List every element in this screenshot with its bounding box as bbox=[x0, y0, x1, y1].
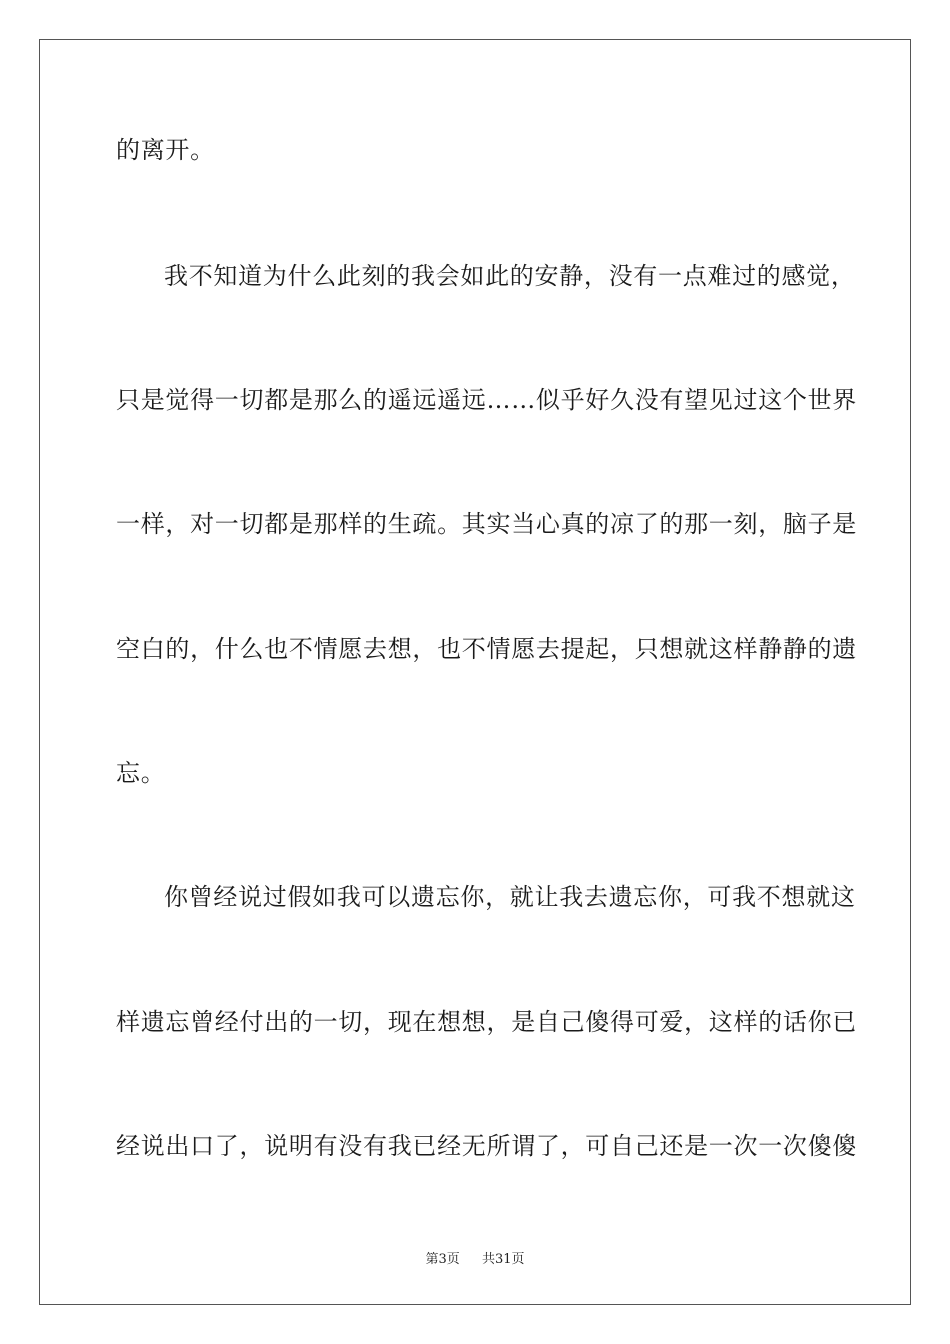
text-line: 忘。 bbox=[116, 759, 166, 787]
page-border bbox=[39, 39, 911, 1305]
page-footer bbox=[0, 1248, 950, 1267]
text-line: 的离开。 bbox=[116, 136, 215, 164]
text-line: 一样，对一切都是那样的生疏。其实当心真的凉了的那一刻，脑子是 bbox=[116, 510, 857, 538]
paragraph-first-line: 我不知道为什么此刻的我会如此的安静，没有一点难过的感觉， bbox=[164, 262, 856, 290]
text-line: 空白的，什么也不情愿去想，也不情愿去提起，只想就这样静静的遗 bbox=[116, 635, 857, 663]
text-line: 只是觉得一切都是那么的遥远遥远……似乎好久没有望见过这个世界 bbox=[116, 386, 857, 414]
text-line: 样遗忘曾经付出的一切，现在想想，是自己傻得可爱，这样的话你已 bbox=[116, 1008, 857, 1036]
text-line: 经说出口了，说明有没有我已经无所谓了，可自己还是一次一次傻傻 bbox=[116, 1132, 857, 1160]
page-number: 第3页 bbox=[425, 1252, 460, 1267]
paragraph-first-line: 你曾经说过假如我可以遗忘你，就让我去遗忘你，可我不想就这 bbox=[164, 883, 856, 911]
page-total: 共31页 bbox=[482, 1252, 525, 1267]
